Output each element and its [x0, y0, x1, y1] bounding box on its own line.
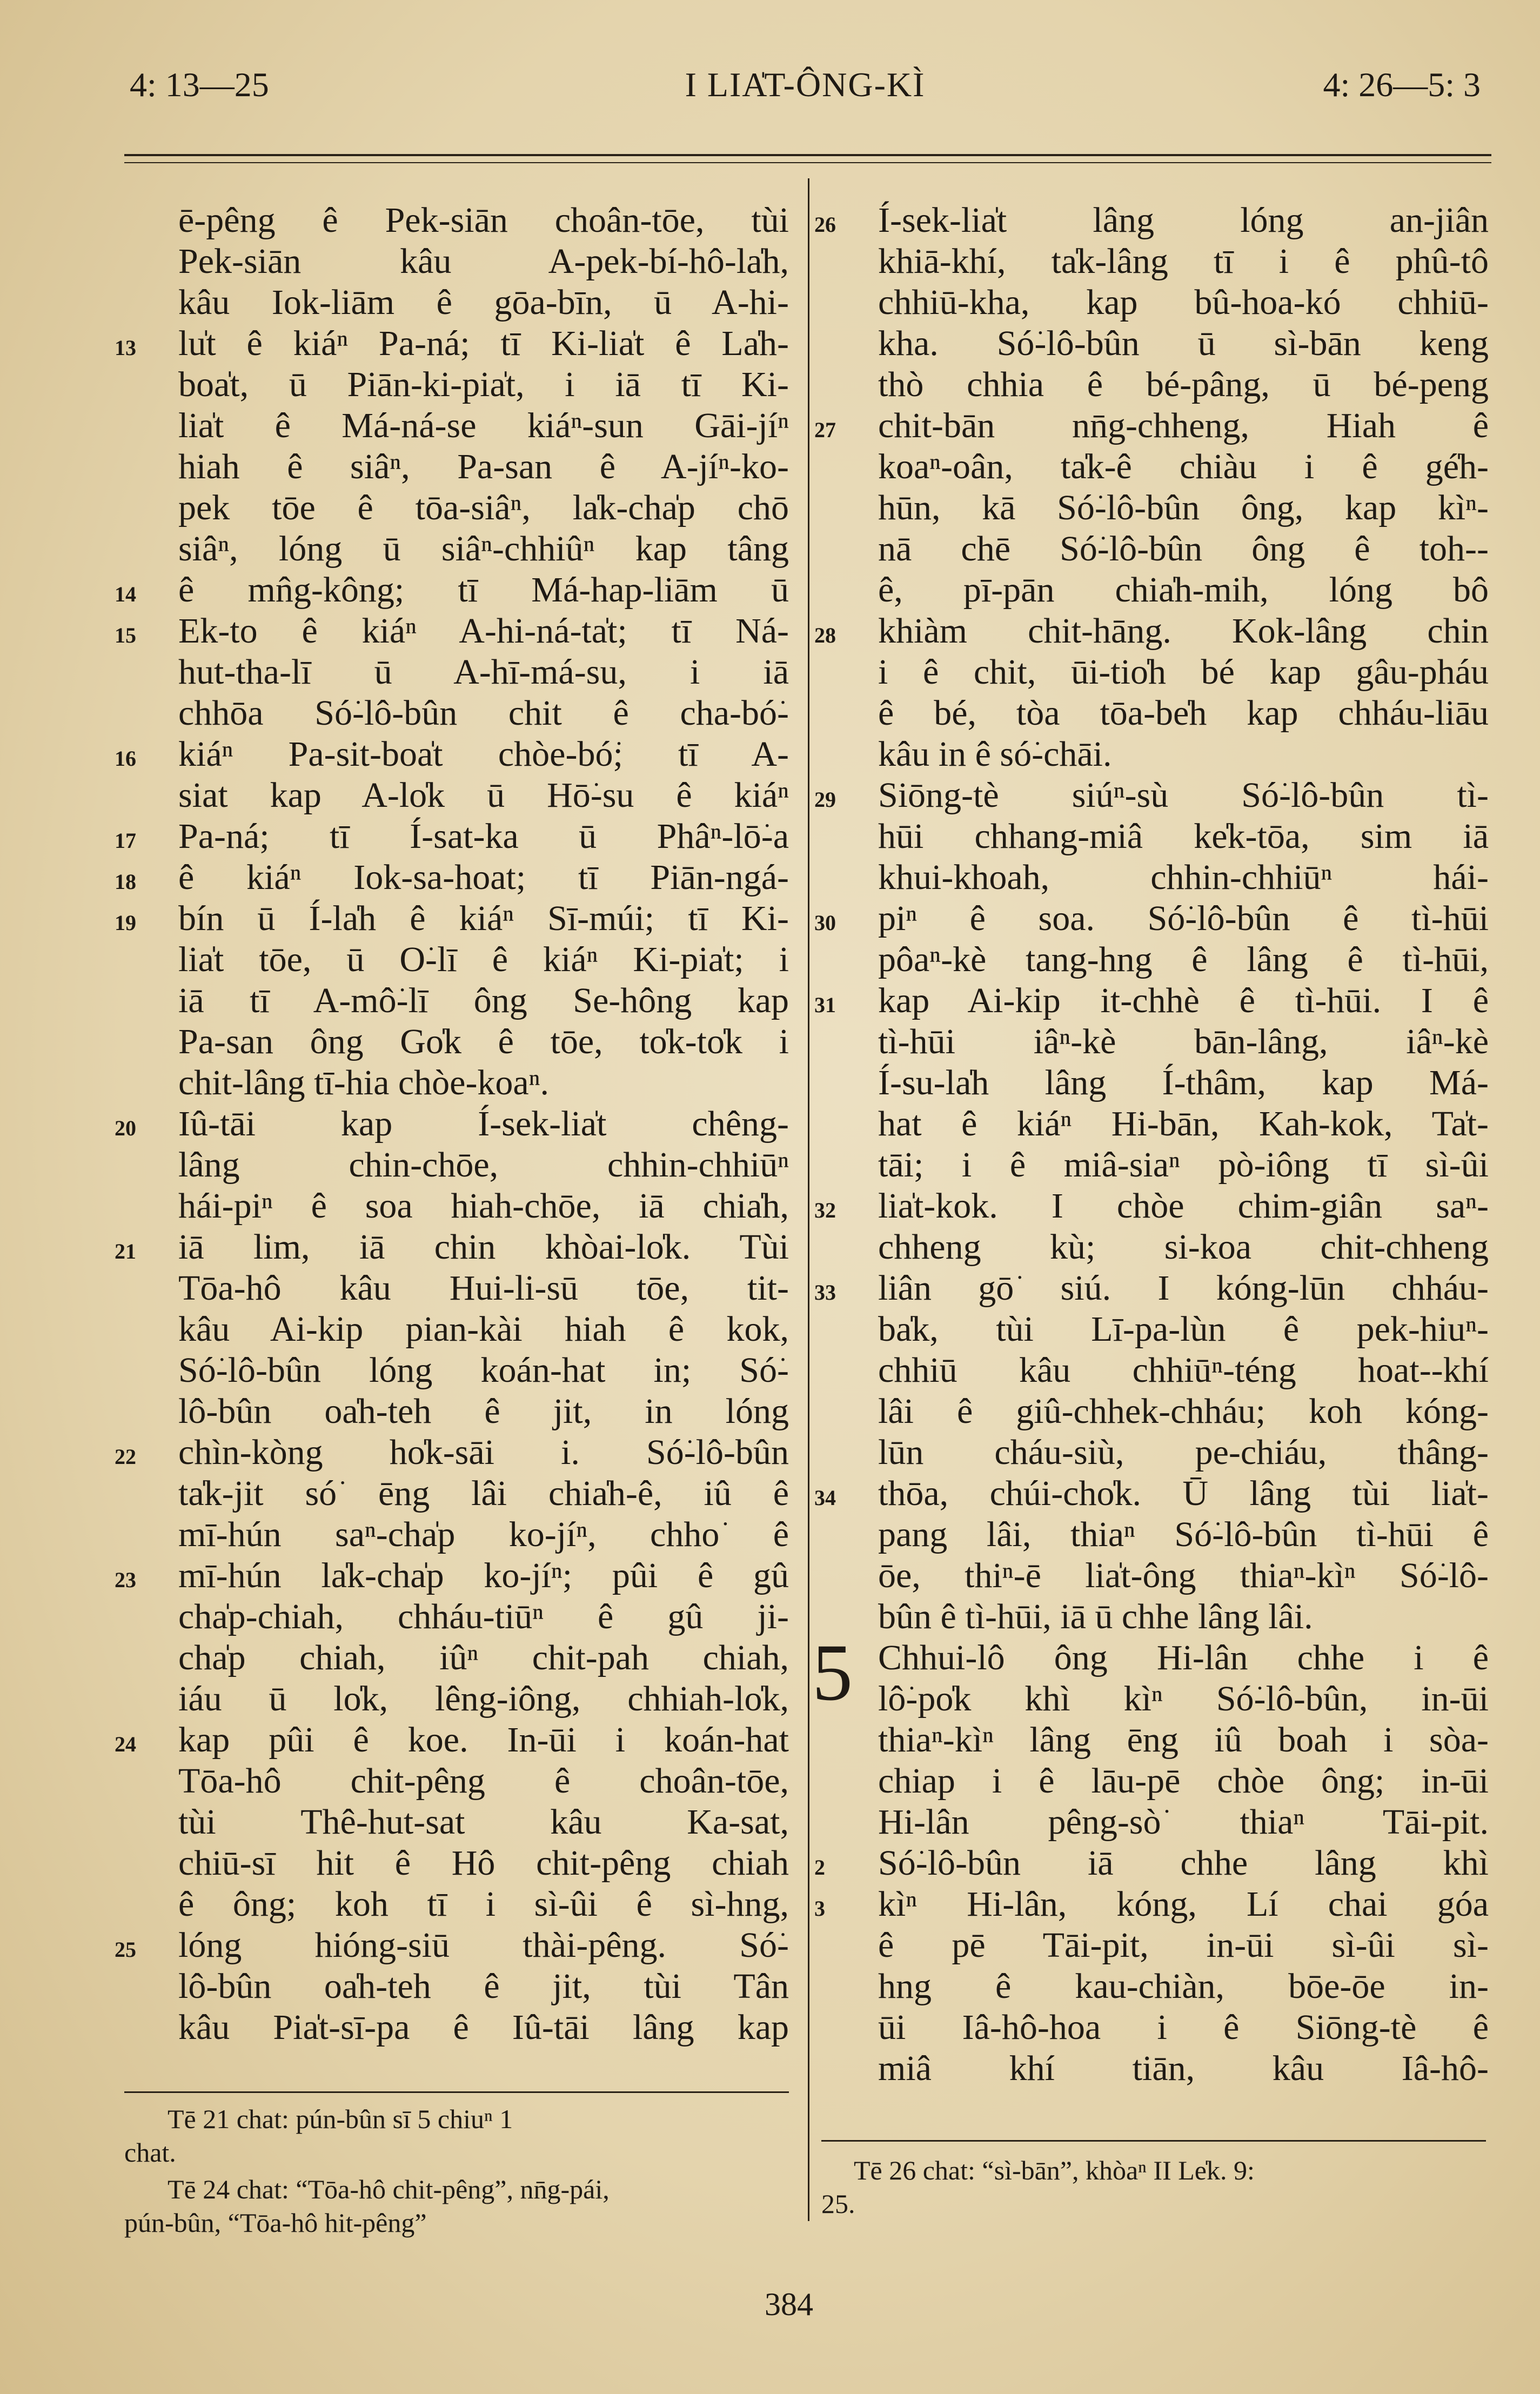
text-line: [878, 1145, 1489, 1186]
text-line: [115, 898, 789, 939]
right-text-column: [812, 200, 1489, 2089]
text-line: [814, 1884, 1489, 1925]
text-line: [878, 693, 1489, 734]
text-line: [115, 1104, 789, 1145]
verse-number: 32: [814, 1198, 836, 1222]
text-line: [878, 2007, 1489, 2048]
line-text: chhōa Só͘-lô-bûn chit ê cha-bó͘-: [178, 693, 789, 733]
page-number: 384: [765, 2286, 813, 2322]
line-text: chiū-sī hit ê Hô chit-pêng chiah: [178, 1843, 789, 1883]
text-line: [878, 734, 1489, 775]
verse-number: 26: [814, 212, 836, 237]
line-text: lia̍t ê Má-ná-se kiáⁿ-sun Gāi-jíⁿ: [178, 406, 789, 445]
text-line: [178, 1473, 789, 1514]
line-text: tāi; i ê miâ-siaⁿ pò-iông tī sì-ûi: [878, 1145, 1489, 1185]
line-text: kâu Iok-liām ê gōa-bīn, ū A-hi-: [178, 283, 789, 322]
line-text: pek tōe ê tōa-siâⁿ, la̍k-cha̍p chō: [178, 488, 789, 527]
verse-number: 29: [814, 787, 836, 812]
line-text: lūn cháu-siù, pe-chiáu, thâng-: [878, 1433, 1489, 1472]
text-line: [178, 939, 789, 980]
footnote-rule-right: [821, 2140, 1486, 2142]
line-text: kìⁿ Hi-lân, kóng, Lí chai góa: [878, 1884, 1489, 1924]
text-line: [878, 2048, 1489, 2089]
text-line: [115, 734, 789, 775]
text-line: [878, 1761, 1489, 1802]
line-text: pôaⁿ-kè tang-hng ê lâng ê tì-hūi,: [878, 940, 1489, 979]
text-line: [178, 1843, 789, 1884]
line-text: pang lâi, thiaⁿ Só͘-lô-bûn tì-hūi ê: [878, 1515, 1489, 1554]
line-text: chìn-kòng ho̍k-sāi i. Só͘-lô-bûn: [178, 1433, 789, 1472]
line-text: ba̍k, tùi Lī-pa-lùn ê pek-hiuⁿ-: [878, 1309, 1489, 1349]
line-text: koaⁿ-oân, ta̍k-ê chiàu i ê gé̍h-: [878, 447, 1489, 486]
left-text-column: [115, 200, 789, 2048]
line-text: siâⁿ, lóng ū siâⁿ-chhiûⁿ kap tâng: [178, 529, 789, 569]
line-text: mī-hún la̍k-cha̍p ko-jíⁿ; pûi ê gû: [178, 1556, 789, 1595]
text-line: [178, 1966, 789, 2007]
verse-number: 23: [115, 1568, 136, 1592]
verse-number: 28: [814, 623, 836, 647]
line-text: bín ū Í-la̍h ê kiáⁿ Sī-múi; tī Ki-: [178, 899, 789, 938]
text-line: [878, 1021, 1489, 1062]
line-text: Só͘-lô-bûn iā chhe lâng khì: [878, 1843, 1489, 1883]
text-line: [178, 487, 789, 529]
line-text: cha̍p chiah, iûⁿ chit-pah chiah,: [178, 1638, 789, 1677]
text-line: [178, 200, 789, 241]
verse-number: 31: [814, 993, 836, 1017]
line-text: hiah ê siâⁿ, Pa-san ê A-jíⁿ-ko-: [178, 447, 789, 486]
text-line: [178, 693, 789, 734]
line-text: bûn ê tì-hūi, iā ū chhe lâng lâi.: [878, 1597, 1313, 1636]
text-line: [878, 241, 1489, 282]
text-line: [115, 1925, 789, 1966]
verse-number: 30: [814, 911, 836, 935]
line-text: i ê chit, ūi-tio̍h bé kap gâu-pháu: [878, 652, 1489, 692]
text-line: [115, 1432, 789, 1473]
text-line: [814, 200, 1489, 241]
text-line: [878, 1596, 1489, 1637]
text-line: [115, 1555, 789, 1596]
footnote-left-1-cont: chat.: [124, 2137, 176, 2168]
text-line: [878, 487, 1489, 529]
line-text: hūn, kā Só͘-lô-bûn ông, kap kìⁿ-: [878, 488, 1489, 527]
chapter-number: 5: [812, 1628, 853, 1717]
text-line: [115, 1227, 789, 1268]
verse-number: 22: [115, 1445, 136, 1469]
verse-number: 17: [115, 828, 136, 853]
text-line: [178, 1679, 789, 1720]
line-text: kâu Ai-kip pian-kài hiah ê kok,: [178, 1309, 789, 1349]
text-line: [178, 364, 789, 405]
line-text: chit-bān nn̄g-chheng, Hiah ê: [878, 406, 1489, 445]
line-text: tì-hūi iâⁿ-kè bān-lâng, iâⁿ-kè: [878, 1022, 1489, 1061]
line-text: lâi ê giû-chhek-chháu; koh kóng-: [878, 1392, 1489, 1431]
header-right-reference: 4: 26—5: 3: [1323, 65, 1481, 104]
line-text: chit-lâng tī-hia chòe-koaⁿ.: [178, 1063, 550, 1102]
verse-number: 25: [115, 1937, 136, 1962]
line-text: Pa-ná; tī Í-sat-ka ū Phâⁿ-lō͘-a: [178, 817, 789, 856]
text-line: [878, 1925, 1489, 1966]
verse-number: 14: [115, 582, 136, 606]
column-divider: [808, 178, 809, 2221]
line-text: Hi-lân pêng-sò͘ thiaⁿ Tāi-pit.: [878, 1802, 1489, 1842]
text-line: [878, 1062, 1489, 1104]
line-text: lu̍t ê kiáⁿ Pa-ná; tī Ki-lia̍t ê La̍h-: [178, 324, 789, 363]
text-line: [814, 898, 1489, 939]
text-line: [814, 1186, 1489, 1227]
text-line: [178, 1761, 789, 1802]
line-text: ōe, thiⁿ-ē lia̍t-ông thiaⁿ-kìⁿ Só͘-lô-: [878, 1556, 1489, 1595]
text-line: [878, 1720, 1489, 1761]
line-text: lâng chin-chōe, chhin-chhiūⁿ: [178, 1145, 789, 1185]
text-line: [814, 405, 1489, 446]
text-line: [115, 816, 789, 857]
text-line: [878, 529, 1489, 570]
line-text: Só͘-lô-bûn lóng koán-hat in; Só͘-: [178, 1350, 789, 1390]
text-line: [814, 775, 1489, 816]
text-line: [878, 323, 1489, 364]
text-line: [178, 241, 789, 282]
line-text: Iû-tāi kap Í-sek-lia̍t chêng-: [178, 1104, 789, 1143]
line-text: kiáⁿ Pa-sit-boa̍t chòe-bó͘; tī A-: [178, 734, 789, 774]
text-line: [178, 652, 789, 693]
text-line: [814, 1473, 1489, 1514]
line-text: Siōng-tè siúⁿ-sù Só͘-lô-bûn tì-: [878, 775, 1489, 815]
line-text: cha̍p-chiah, chháu-tiūⁿ ê gû ji-: [178, 1597, 789, 1636]
text-line: [878, 939, 1489, 980]
line-text: Í-sek-lia̍t lâng lóng an-jiân: [878, 200, 1489, 240]
text-line: [178, 1391, 789, 1432]
line-text: lô͘-po̍k khì kìⁿ Só͘-lô-bûn, in-ūi: [878, 1679, 1489, 1718]
text-line: [178, 1802, 789, 1843]
line-text: ê ông; koh tī i sì-ûi ê sì-hng,: [178, 1884, 789, 1924]
line-text: iáu ū lo̍k, lêng-iông, chhiah-lo̍k,: [178, 1679, 789, 1718]
line-text: chiap i ê lāu-pē chòe ông; in-ūi: [878, 1761, 1489, 1801]
text-line: [178, 1309, 789, 1350]
line-text: piⁿ ê soa. Só͘-lô-bûn ê tì-hūi: [878, 899, 1489, 938]
line-text: ê kiáⁿ Iok-sa-hoat; tī Piān-ngá-: [178, 858, 789, 897]
text-line: [115, 1720, 789, 1761]
line-text: boa̍t, ū Piān-ki-pia̍t, i iā tī Ki-: [178, 365, 789, 404]
verse-number: 13: [115, 336, 136, 360]
line-text: mī-hún saⁿ-cha̍p ko-jíⁿ, chho͘ ê: [178, 1515, 789, 1554]
line-text: ê mn̂g-kông; tī Má-hap-liām ū: [178, 570, 789, 610]
text-line: [878, 1104, 1489, 1145]
text-line: [878, 652, 1489, 693]
line-text: Ek-to ê kiáⁿ A-hi-ná-ta̍t; tī Ná-: [178, 611, 789, 651]
text-line: [178, 2007, 789, 2048]
text-line: [814, 1268, 1489, 1309]
text-line: [178, 1186, 789, 1227]
text-line: [878, 857, 1489, 898]
text-line: [178, 775, 789, 816]
footnote-left-1: Tē 21 chat: pún-bûn sī 5 chiuⁿ 1: [168, 2104, 513, 2134]
text-line: [178, 1514, 789, 1555]
running-header: [0, 65, 1540, 124]
text-line: [878, 1432, 1489, 1473]
text-line: [878, 1391, 1489, 1432]
line-text: chhiū-kha, kap bû-hoa-kó chhiū-: [878, 283, 1489, 322]
header-rule-thin: [124, 162, 1491, 163]
line-text: kâu in ê só͘-chāi.: [878, 734, 1112, 774]
line-text: lia̍t tōe, ū O͘-lī ê kiáⁿ Ki-pia̍t; i: [178, 940, 789, 979]
text-line: [878, 1514, 1489, 1555]
line-text: Pek-siān kâu A-pek-bí-hô-la̍h,: [178, 242, 789, 281]
line-text: hái-piⁿ ê soa hiah-chōe, iā chia̍h,: [178, 1186, 789, 1226]
text-line: [878, 282, 1489, 323]
footnote-left-2: Tē 24 chat: “Tōa-hô chit-pêng”, nn̄g-pái,: [168, 2174, 610, 2204]
header-rule-thick: [124, 154, 1491, 156]
line-text: kap Ai-kip it-chhè ê tì-hūi. I ê: [878, 981, 1489, 1020]
line-text: ê pē Tāi-pit, in-ūi sì-ûi sì-: [878, 1925, 1489, 1965]
line-text: Í-su-la̍h lâng Í-thâm, kap Má-: [878, 1063, 1489, 1102]
text-line: [878, 1309, 1489, 1350]
line-text: thò chhia ê bé-pâng, ū bé-peng: [878, 365, 1489, 404]
text-line: [178, 1596, 789, 1637]
text-line: [878, 1227, 1489, 1268]
text-line: [178, 1145, 789, 1186]
text-line: [178, 980, 789, 1021]
text-line: [178, 1268, 789, 1309]
line-text: kha. Só͘-lô-bûn ū sì-bān keng: [878, 324, 1489, 363]
line-text: kap pûi ê koe. In-ūi i koán-hat: [178, 1720, 789, 1760]
line-text: chheng kù; si-koa chit-chheng: [878, 1227, 1489, 1267]
line-text: lô-bûn oa̍h-teh ê jit, tùi Tân: [178, 1967, 789, 2006]
line-text: khui-khoah, chhin-chhiūⁿ hái-: [878, 858, 1489, 897]
line-text: nā chē Só͘-lô-bûn ông ê toh--: [878, 529, 1489, 569]
line-text: hūi chhang-miâ ke̍k-tōa, sim iā: [878, 817, 1489, 856]
line-text: ta̍k-jit só͘ ēng lâi chia̍h-ê, iû ê: [178, 1474, 789, 1513]
verse-number: 3: [814, 1896, 825, 1921]
line-text: khiā-khí, ta̍k-lâng tī i ê phû-tô: [878, 242, 1489, 281]
text-line: [178, 1637, 789, 1679]
line-text: hat ê kiáⁿ Hi-bān, Kah-kok, Ta̍t-: [878, 1104, 1489, 1143]
text-line: [814, 980, 1489, 1021]
line-text: miâ khí tiān, kâu Iâ-hô-: [878, 2049, 1489, 2088]
text-line: [878, 1350, 1489, 1391]
text-line: [878, 570, 1489, 611]
line-text: Chhui-lô ông Hi-lân chhe i ê: [878, 1638, 1489, 1677]
text-line: [178, 1884, 789, 1925]
text-line: [878, 1555, 1489, 1596]
line-text: thōa, chúi-cho̍k. Ū lâng tùi lia̍t-: [878, 1474, 1489, 1513]
line-text: iā tī A-mô͘-lī ông Se-hông kap: [178, 981, 789, 1020]
verse-number: 27: [814, 418, 836, 442]
text-line: [814, 611, 1489, 652]
text-line: [178, 282, 789, 323]
header-left-reference: 4: 13—25: [130, 65, 269, 104]
line-text: ê bé, tòa tōa-be̍h kap chháu-liāu: [878, 693, 1489, 733]
line-text: lô-bûn oa̍h-teh ê jit, in lóng: [178, 1392, 789, 1431]
text-line: [178, 405, 789, 446]
text-line: [878, 816, 1489, 857]
footnote-right-1: Tē 26 chat: “sì-bān”, khòaⁿ II Le̍k. 9:: [854, 2155, 1255, 2185]
line-text: iā lim, iā chin khòai-lo̍k. Tùi: [178, 1227, 789, 1267]
verse-number: 15: [115, 623, 136, 647]
line-text: chhiū kâu chhiūⁿ-téng hoat--khí: [878, 1350, 1489, 1390]
text-line: [178, 1021, 789, 1062]
text-line: [178, 529, 789, 570]
text-line: [178, 446, 789, 487]
line-text: hng ê kau-chiàn, bōe-ōe in-: [878, 1967, 1489, 2006]
line-text: liân gō͘ siú. I kóng-lūn chháu-: [878, 1268, 1489, 1308]
line-text: khiàm chit-hāng. Kok-lâng chin: [878, 611, 1489, 651]
verse-number: 33: [814, 1280, 836, 1305]
verse-number: 16: [115, 746, 136, 771]
line-text: Tōa-hô chit-pêng ê choân-tōe,: [178, 1761, 789, 1801]
text-line: [115, 857, 789, 898]
text-line: [878, 446, 1489, 487]
verse-number: 18: [115, 870, 136, 894]
text-line: [814, 1843, 1489, 1884]
verse-number: 19: [115, 911, 136, 935]
line-text: tùi Thê-hut-sat kâu Ka-sat,: [178, 1802, 789, 1842]
line-text: lia̍t-kok. I chòe chim-giân saⁿ-: [878, 1186, 1489, 1226]
line-text: siat kap A-lo̍k ū Hō͘-su ê kiáⁿ: [178, 775, 789, 815]
line-text: kâu Pia̍t-sī-pa ê Iû-tāi lâng kap: [178, 2008, 789, 2047]
line-text: lóng hióng-siū thài-pêng. Só͘-: [178, 1925, 789, 1965]
text-line: [115, 611, 789, 652]
text-line: [878, 1802, 1489, 1843]
line-text: ê, pī-pān chia̍h-mih, lóng bô: [878, 570, 1489, 610]
line-text: Pa-san ông Go̍k ê tōe, to̍k-to̍k i: [178, 1022, 789, 1061]
text-line: [178, 1350, 789, 1391]
line-text: ūi Iâ-hô-hoa i ê Siōng-tè ê: [878, 2008, 1489, 2047]
footnote-rule-left: [124, 2091, 789, 2093]
line-text: ē-pêng ê Pek-siān choân-tōe, tùi: [178, 200, 789, 240]
verse-number: 20: [115, 1116, 136, 1140]
text-line: [115, 570, 789, 611]
text-line: [878, 364, 1489, 405]
verse-number: 21: [115, 1239, 136, 1263]
verse-number: 2: [814, 1855, 825, 1880]
line-text: Tōa-hô kâu Hui-li-sū tōe, tit-: [178, 1268, 789, 1308]
text-line: [878, 1679, 1489, 1720]
footnote-right-1-cont: 25.: [821, 2189, 855, 2219]
footnote-left-2-cont: pún-bûn, “Tōa-hô hit-pêng”: [124, 2208, 427, 2238]
text-line: [878, 1966, 1489, 2007]
verse-number: 34: [814, 1486, 836, 1510]
header-book-title: I LIA̍T-ÔNG-KÌ: [685, 65, 926, 104]
verse-number: 24: [115, 1732, 136, 1756]
line-text: hut-tha-lī ū A-hī-má-su, i iā: [178, 652, 789, 692]
line-text: thiaⁿ-kìⁿ lâng ēng iû boah i sòa-: [878, 1720, 1489, 1760]
text-line: [115, 323, 789, 364]
text-line: [178, 1062, 789, 1104]
